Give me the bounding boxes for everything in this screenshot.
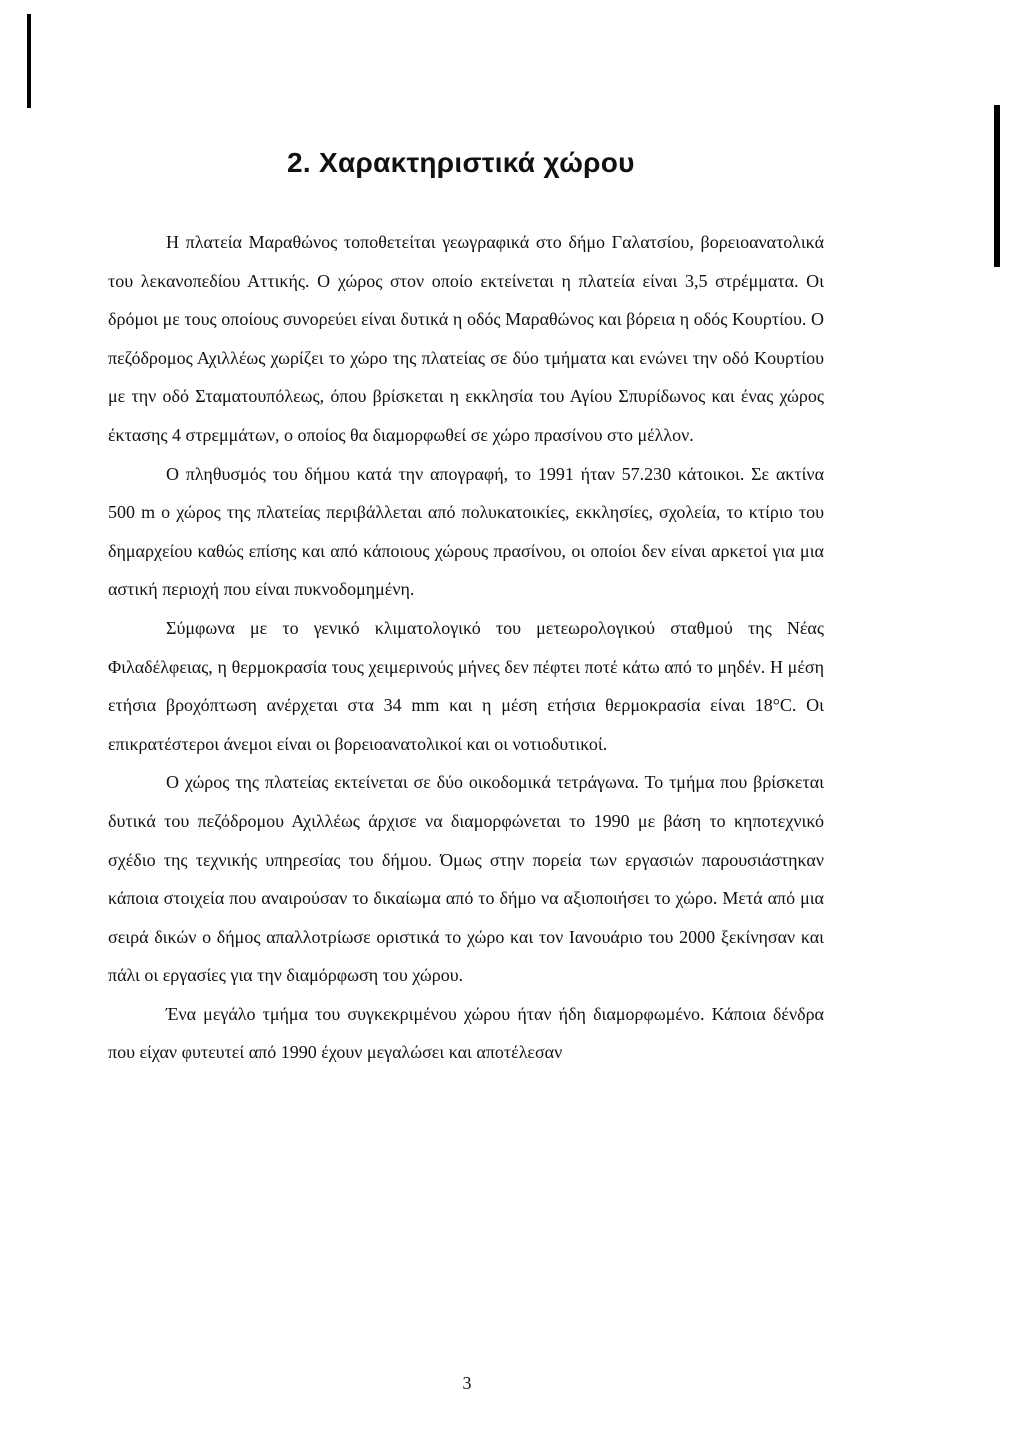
scan-edge-mark-left [27,14,31,108]
paragraph-location: Η πλατεία Μαραθώνος τοποθετείται γεωγραφικά στο δήμο Γαλατσίου, βορειοανατολικά του λεκανοπεδίου Αττικής. Ο χώρος στον οποίο εκτείνεται η πλατεία είναι 3,5 στρέμματα. Οι δρόμοι με τους οποίους συνορεύει είναι δυτικά η οδός Μαραθώνος και βόρεια η οδός Κουρτίου. Ο πεζόδρομος Αχιλλέως χωρίζει το χώρο της πλατείας σε δύο τμήματα και ενώνει την οδό Κουρτίου με την οδό Σταματουπόλεως, όπου βρίσκεται η εκκλησία του Αγίου Σπυρίδωνος και ένας χώρος έκτασης 4 στρεμμάτων, ο οποίος θα διαμορφωθεί σε χώρο πρασίνου στο μέλλον. [108,232,824,445]
paragraph-population: Ο πληθυσμός του δήμου κατά την απογραφή, το 1991 ήταν 57.230 κάτοικοι. Σε ακτίνα 500 m ο χώρος της πλατείας περιβάλλεται από πολυκατοικίες, εκκλησίες, σχολεία, το κτίριο του δημαρχείου καθώς επίσης και από κάποιους χώρους πρασίνου, οι οποίοι δεν είναι αρκετοί για μια αστική περιοχή που είναι πυκνοδομημένη. [108,463,824,600]
page-number: 3 [462,1373,472,1393]
body-text [108,223,824,1072]
section-title: 2. Χαρακτηριστικά χώρου [287,147,635,178]
paragraph-history: Ο χώρος της πλατείας εκτείνεται σε δύο οικοδομικά τετράγωνα. Το τμήμα που βρίσκεται δυτικά του πεζόδρομου Αχιλλέως άρχισε να διαμορφώνεται το 1990 με βάση το κηποτεχνικό σχέδιο της τεχνικής υπηρεσίας του δήμου. Όμως στην πορεία των εργασιών παρουσιάστηκαν κάποια στοιχεία που αναιρούσαν το δικαίωμα από το δήμο να αξιοποιήσει το χώρο. Μετά από μια σειρά δικών ο δήμος απαλλοτρίωσε οριστικά το χώρο και τον Ιανουάριο του 2000 ξεκίνησαν και πάλι οι εργασίες για την διαμόρφωση του χώρου. [108,772,824,986]
paragraph-climate: Σύμφωνα με το γενικό κλιματολογικό του μετεωρολογικού σταθμού της Νέας Φιλαδέλφειας, η θερμοκρασία τους χειμερινούς μήνες δεν πέφτει ποτέ κάτω από το μηδέν. Η μέση ετήσια βροχόπτωση ανέρχεται στα 34 mm και η μέση ετήσια θερμοκρασία είναι 18°C. Οι επικρατέστεροι άνεμοι είναι οι βορειοανατολικοί και οι νοτιοδυτικοί. [108,617,824,754]
paragraph-current-state: Ένα μεγάλο τμήμα του συγκεκριμένου χώρου ήταν ήδη διαμορφωμένο. Κάποια δένδρα που είχαν φυτευτεί από 1990 έχουν μεγαλώσει και αποτέλεσαν [108,1003,824,1063]
scan-edge-mark-right [994,105,1000,267]
